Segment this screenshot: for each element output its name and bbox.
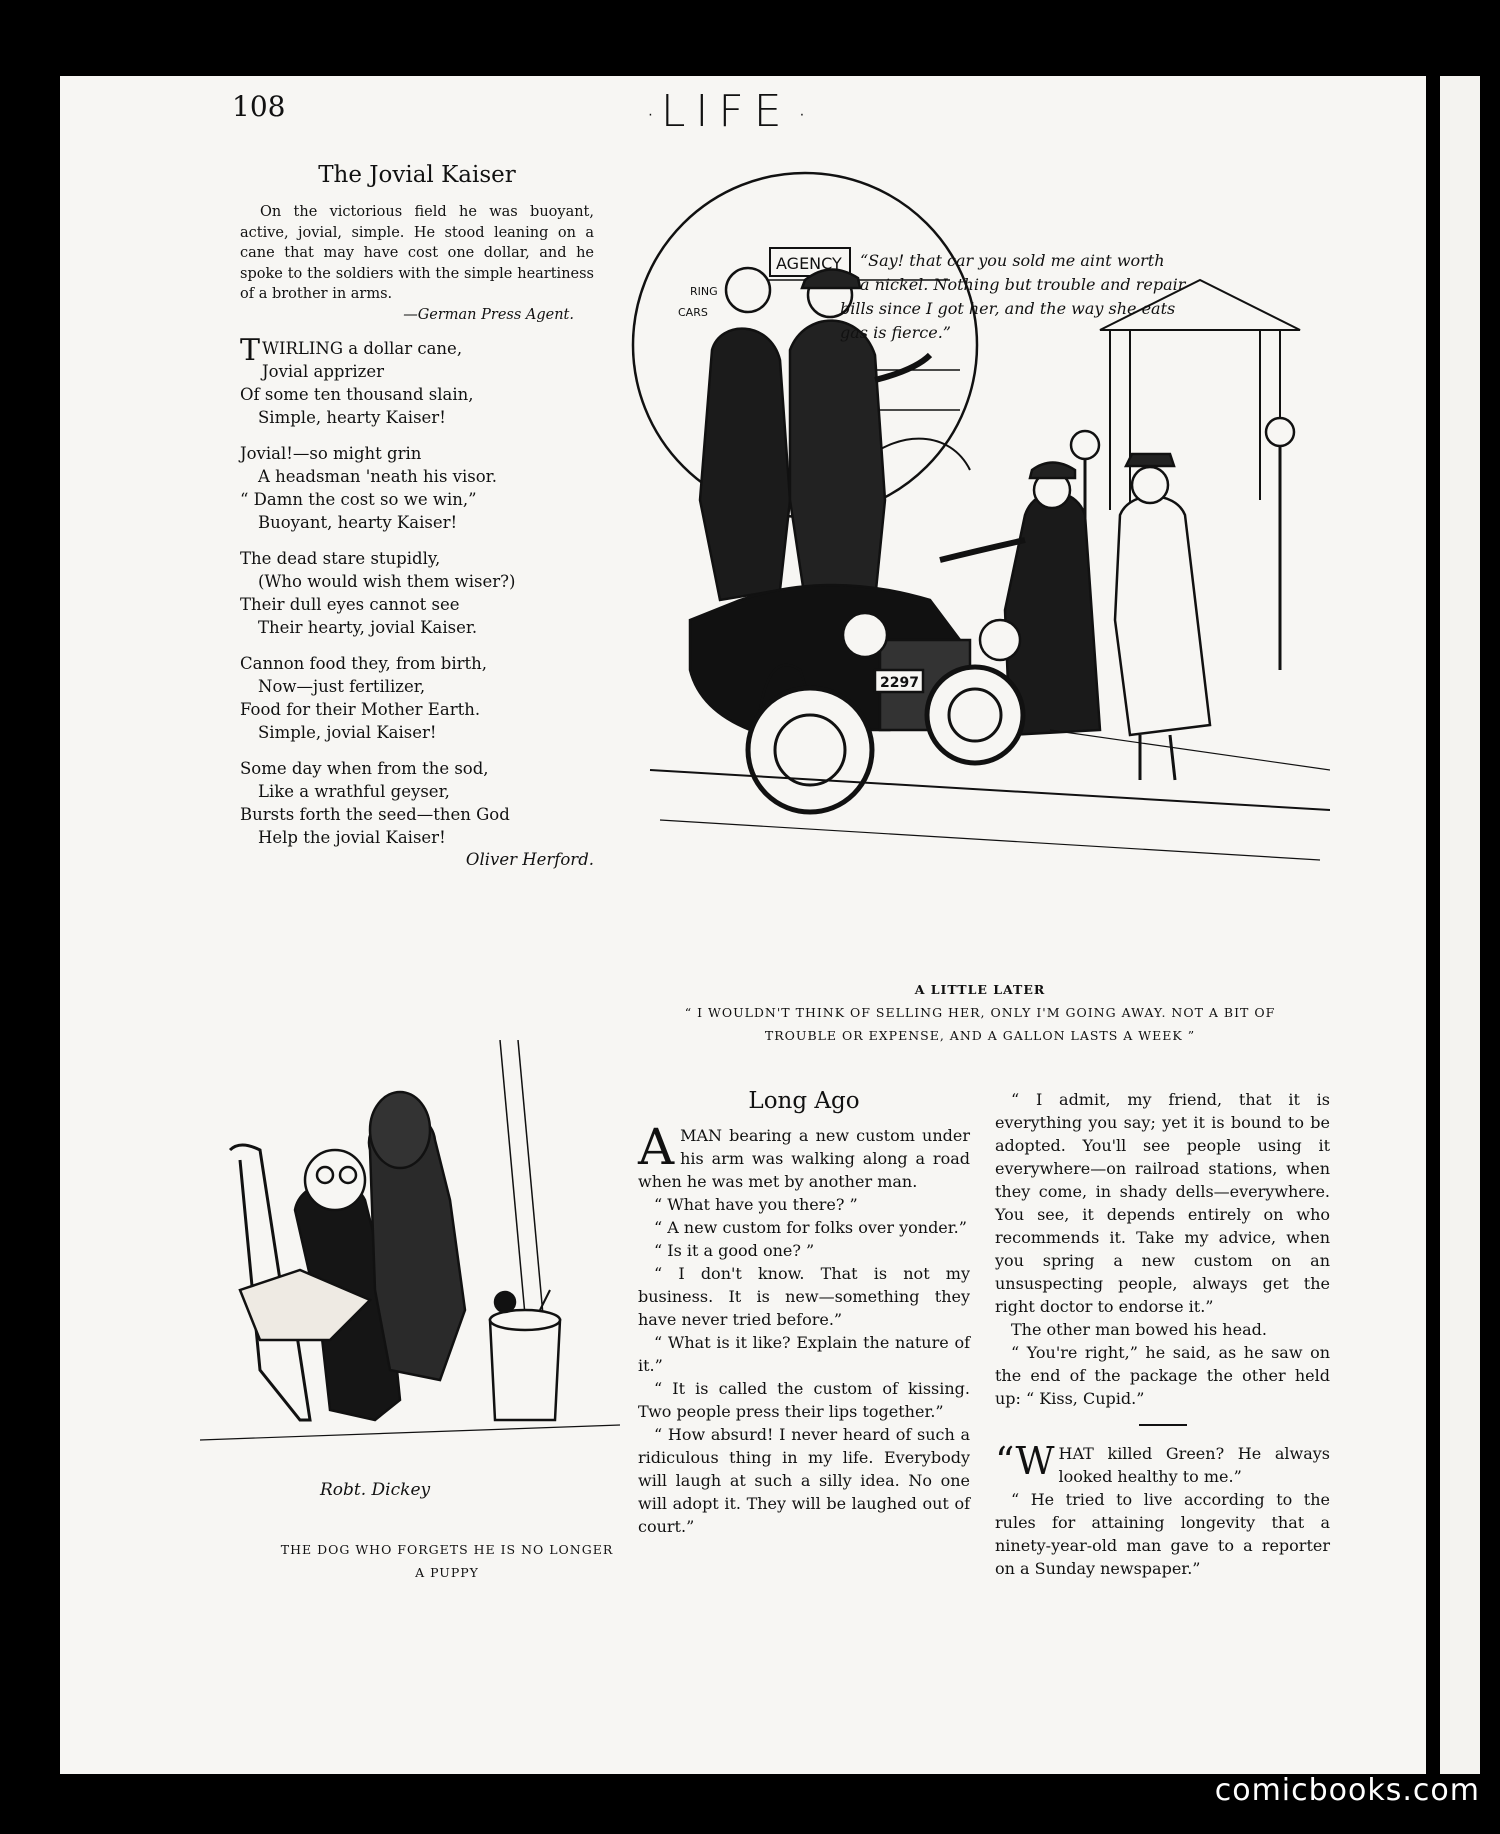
lamp-right (1266, 418, 1294, 446)
joke-drop-cap: “W (995, 1439, 1055, 1483)
poem-line: A headsman 'neath his visor. (258, 466, 497, 486)
poem-title: The Jovial Kaiser (318, 162, 516, 188)
caption-line-2: TROUBLE OR EXPENSE, AND A GALLON LASTS A WEEK ” (764, 1028, 1196, 1043)
joke-paragraph: “W HAT killed Green? He always looked healthy to me.” (995, 1439, 1330, 1486)
poem-line: Now—just fertilizer, (258, 676, 426, 696)
dog-cartoon-caption (272, 1538, 622, 1584)
poem-column (240, 162, 594, 869)
stanza-5 (240, 757, 594, 849)
headlight-right (980, 620, 1020, 660)
epigraph-attribution: —German Press Agent. (403, 306, 574, 323)
poem-line: WIRLING a dollar cane, (262, 338, 463, 358)
caption-title: A LITTLE LATER (914, 982, 1046, 997)
poem-drop-cap: T (240, 332, 261, 368)
poem-body (240, 332, 594, 869)
dog-caption-line-2: A PUPPY (415, 1565, 479, 1580)
story-paragraph: “ A new custom for folks over yonder.” (654, 1218, 967, 1237)
story-paragraph: AMAN bearing a new custom under his arm was walking along a road when he was met by another man. (638, 1118, 970, 1191)
poem-line: The dead stare stupidly, (240, 548, 441, 568)
story-drop-cap: A (638, 1118, 675, 1176)
stanza-1 (240, 332, 594, 429)
section-divider (1139, 1424, 1187, 1426)
poem-line: Their dull eyes cannot see (240, 594, 460, 614)
poem-line: Food for their Mother Earth. (240, 699, 481, 719)
man-left-figure (700, 329, 790, 600)
story-paragraph: “ What have you there? ” (654, 1195, 858, 1214)
poem-line: Like a wrathful geyser, (258, 781, 450, 801)
poem-author: Oliver Herford. (465, 849, 594, 869)
story-column-left (638, 1088, 970, 1538)
story-column-right (995, 1088, 1330, 1580)
story-paragraph: “ I admit, my friend, that it is everything you say; yet it is bound to be adopted. You'll see people using it everywhere—on railroad stations, when they come, in shady dells—everywhere. You see, it depends entirely on who recommends it. Take my advice, when you spring a new custom on an unsuspecting people, always get the right doctor to endorse it.” (995, 1090, 1330, 1316)
car-cartoon-caption (630, 978, 1330, 1047)
poem-line: (Who would wish them wiser?) (258, 571, 516, 591)
story-paragraph: “ What is it like? Explain the nature of it.” (638, 1333, 970, 1375)
masthead-dot-right: · (797, 97, 807, 131)
poem-line: Bursts forth the seed—then God (240, 804, 510, 824)
masthead-title: LIFE (660, 86, 792, 137)
stanza-2 (240, 442, 594, 534)
street-curb (650, 770, 1330, 810)
speech-line-4: gas is fierce.” (840, 323, 951, 342)
cars-sign-text: CARS (678, 306, 708, 319)
poem-line: “ Damn the cost so we win,” (240, 489, 477, 509)
license-plate-number: 2297 (880, 675, 919, 691)
next-page-edge (1440, 76, 1480, 1774)
ring-sign-text: RING (690, 285, 718, 298)
story-paragraph: “ How absurd! I never heard of such a ridiculous thing in my life. Everybody will laugh at such a silly idea. No one will adopt it. They will be laughed out of court.” (638, 1425, 970, 1536)
dog-cartoon (200, 1040, 620, 1460)
poem-line: Their hearty, jovial Kaiser. (258, 617, 478, 637)
dog-cartoon-signature: Robt. Dickey (320, 1480, 431, 1500)
masthead-dot-left: · (646, 97, 655, 131)
masthead (640, 86, 812, 137)
stanza-3 (240, 547, 594, 639)
poem-line: Buoyant, hearty Kaiser! (258, 512, 458, 532)
poem-line: Of some ten thousand slain, (240, 384, 474, 404)
story-paragraph: “ You're right,” he said, as he saw on the end of the package the other held up: “ Kiss, Cupid.” (995, 1343, 1330, 1408)
speech-line-2: a nickel. Nothing but trouble and repair (860, 275, 1186, 294)
lamp-left (1071, 431, 1099, 459)
story-paragraph: “ I don't know. That is not my business. It is new—something they have never tried before.” (638, 1264, 970, 1329)
speech-line-3: bills since I got her, and the way she eats (840, 299, 1176, 318)
caption-line-1: “ I WOULDN'T THINK OF SELLING HER, ONLY I'M GOING AWAY. NOT A BIT OF (684, 1005, 1276, 1020)
watermark: comicbooks.com (1214, 1773, 1480, 1808)
poem-line: Cannon food they, from birth, (240, 653, 487, 673)
poem-line: Some day when from the sod, (240, 758, 489, 778)
joke-paragraph: “ He tried to live according to the rules for attaining longevity that a ninety-year-old man gave to a reporter on a Sunday newspaper.” (995, 1490, 1330, 1578)
buyer-figure (1115, 496, 1210, 735)
poem-line: Jovial!—so might grin (240, 443, 422, 463)
car-cartoon (630, 170, 1330, 970)
poem-line: Simple, jovial Kaiser! (258, 722, 437, 742)
dog-caption-line-1: THE DOG WHO FORGETS HE IS NO LONGER (280, 1542, 614, 1557)
story-paragraph: The other man bowed his head. (1011, 1320, 1267, 1339)
poem-epigraph: On the victorious field he was buoyant, active, jovial, simple. He stood leaning on a cane that may have cost one dollar, and he spoke to the soldiers with the simple heartiness of a brother in arms. (240, 204, 594, 302)
stanza-4 (240, 652, 594, 744)
story-paragraph: “ Is it a good one? ” (654, 1241, 815, 1260)
front-wheel-right (927, 667, 1023, 763)
story-title: Long Ago (748, 1088, 860, 1114)
poem-line: Jovial apprizer (262, 361, 384, 381)
page-number: 108 (232, 90, 286, 123)
side-table (490, 1320, 560, 1420)
agency-sign-text: AGENCY (776, 254, 842, 273)
man-right-figure (790, 321, 885, 600)
man-head (305, 1150, 365, 1210)
poem-line: Help the jovial Kaiser! (258, 827, 446, 847)
story-paragraph: “ It is called the custom of kissing. Two people press their lips together.” (638, 1379, 970, 1421)
front-wheel-left (748, 688, 872, 812)
headlight-left (843, 613, 887, 657)
speech-line-1: “Say! that car you sold me aint worth (860, 251, 1165, 270)
poem-line: Simple, hearty Kaiser! (258, 407, 446, 427)
